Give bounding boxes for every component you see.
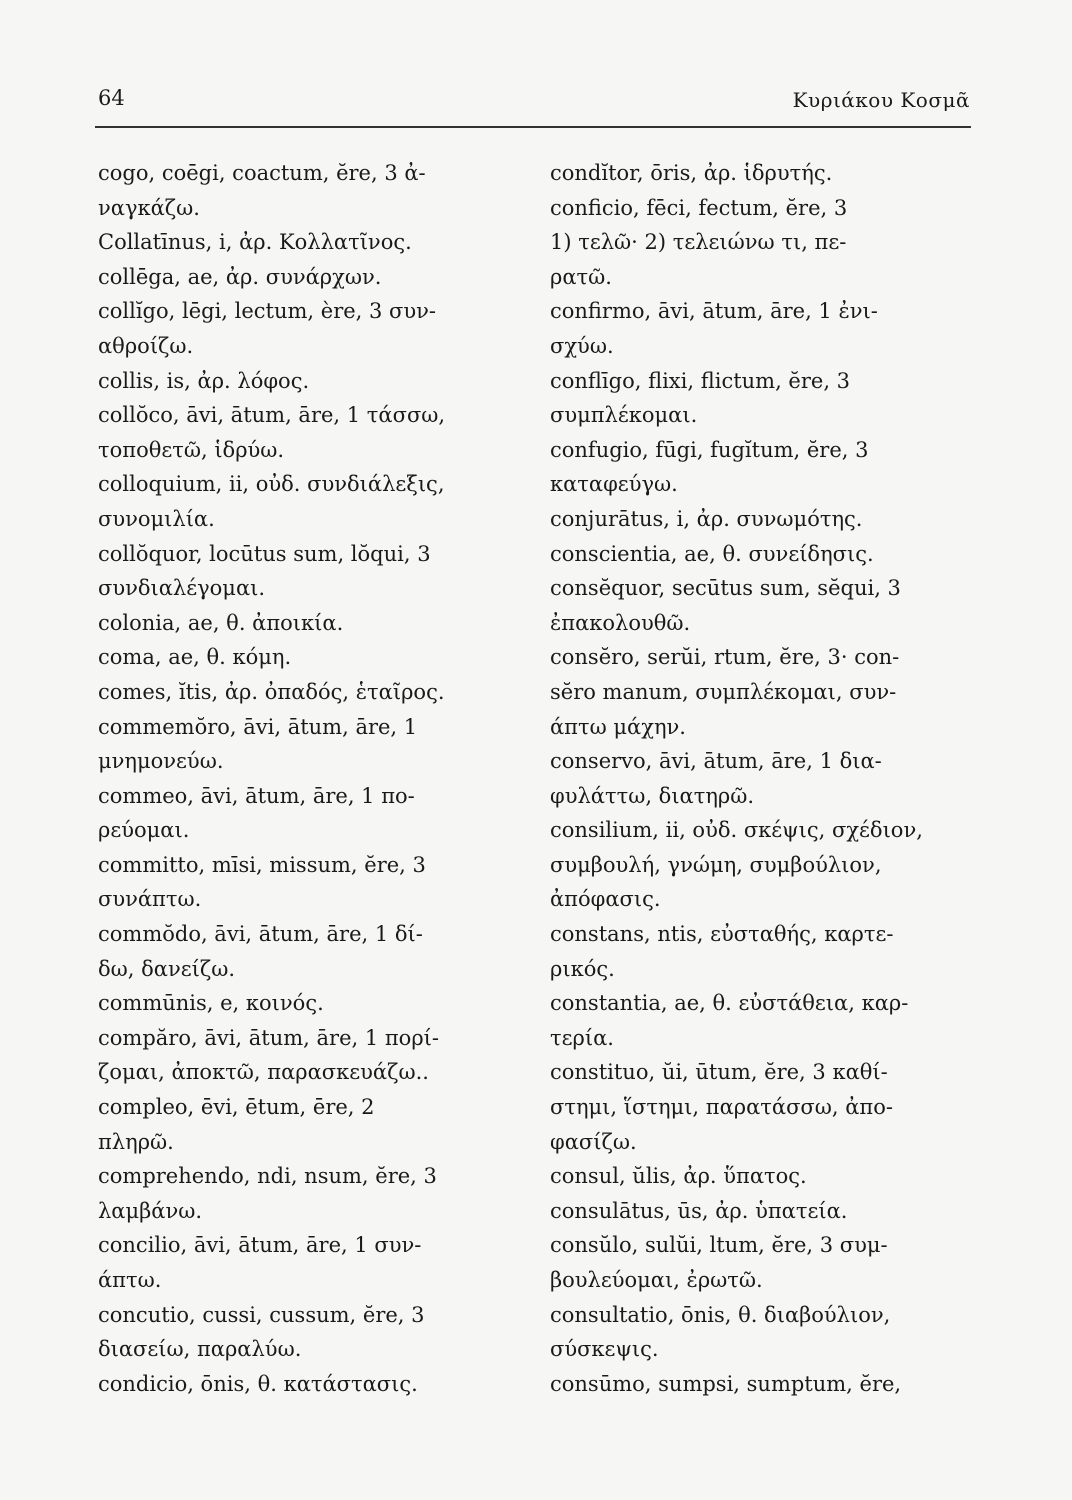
dictionary-line: collis, is, ἀρ. λόφος. <box>98 368 310 393</box>
dictionary-line: αθροίζω. <box>98 333 194 358</box>
dictionary-line: 1) τελῶ· 2) τελειώνω τι, πε- <box>550 230 847 255</box>
dictionary-line: consul, ŭlis, ἀρ. ὕπατος. <box>550 1164 807 1189</box>
dictionary-line: confirmo, āvi, ātum, āre, 1 ἐνι- <box>550 299 878 324</box>
dictionary-line: τερία. <box>550 1025 614 1050</box>
dictionary-line: δω, δανείζω. <box>98 956 236 981</box>
dictionary-line: ζομαι, ἀποκτῶ, παρασκευάζω.. <box>98 1060 429 1085</box>
dictionary-line: συμπλέκομαι. <box>550 403 698 428</box>
dictionary-line: καταφεύγω. <box>550 472 678 497</box>
dictionary-line: φυλάττω, διατηρῶ. <box>550 783 755 808</box>
dictionary-line: conscientia, ae, θ. συνείδησις. <box>550 541 874 566</box>
dictionary-line: commŏdo, āvi, ātum, āre, 1 δί- <box>98 922 423 947</box>
dictionary-line: consŭlo, sulŭi, ltum, ĕre, 3 συμ- <box>550 1233 888 1258</box>
dictionary-line: consulātus, ūs, ἀρ. ὑπατεία. <box>550 1198 848 1223</box>
dictionary-line: στημι, ἵστημι, παρατάσσω, ἀπο- <box>550 1095 893 1120</box>
dictionary-line: committo, mīsi, missum, ĕre, 3 <box>98 852 426 877</box>
dictionary-line: συνδιαλέγομαι. <box>98 576 266 601</box>
dictionary-line: συνομιλία. <box>98 506 215 531</box>
dictionary-line: commūnis, e, κοινός. <box>98 991 324 1016</box>
left-column <box>98 156 518 1401</box>
dictionary-line: colonia, ae, θ. ἀποικία. <box>98 610 344 635</box>
right-column <box>550 156 970 1401</box>
dictionary-line: conficio, fēci, fectum, ĕre, 3 <box>550 195 848 220</box>
dictionary-line: compăro, āvi, ātum, āre, 1 πορί- <box>98 1025 440 1050</box>
dictionary-line: διασείω, παραλύω. <box>98 1337 302 1362</box>
dictionary-line: cogo, coēgi, coactum, ĕre, 3 ἀ- <box>98 161 426 185</box>
dictionary-line: conjurātus, i, ἀρ. συνωμότης. <box>550 506 863 531</box>
dictionary-line: βουλεύομαι, ἐρωτῶ. <box>550 1268 763 1292</box>
dictionary-line: constantia, ae, θ. εὐστάθεια, καρ- <box>550 991 909 1016</box>
page-number: 64 <box>98 86 125 110</box>
dictionary-line: ρεύομαι. <box>98 818 190 843</box>
dictionary-line: collŏquor, locūtus sum, lŏqui, 3 <box>98 541 431 566</box>
dictionary-line: consilium, ii, οὐδ. σκέψις, σχέδιον, <box>550 818 923 843</box>
dictionary-line: colloquium, ii, οὐδ. συνδιάλεξις, <box>98 472 445 497</box>
dictionary-line: σχύω. <box>550 333 614 358</box>
dictionary-line: άπτω μάχην. <box>550 714 686 739</box>
dictionary-line: comprehendo, ndi, nsum, ĕre, 3 <box>98 1164 437 1189</box>
dictionary-line: consūmo, sumpsi, sumptum, ĕre, <box>550 1371 902 1396</box>
dictionary-line: collēga, ae, ἀρ. συνάρχων. <box>98 264 382 289</box>
dictionary-line: σύσκεψις. <box>550 1337 659 1362</box>
dictionary-line: constans, ntis, εὐσταθής, καρτε- <box>550 922 894 947</box>
dictionary-line: condicio, ōnis, θ. κατάστασις. <box>98 1371 418 1396</box>
dictionary-line: τοποθετῶ, ἱδρύω. <box>98 437 285 462</box>
dictionary-line: consultatio, ōnis, θ. διαβούλιον, <box>550 1302 891 1327</box>
dictionary-line: ναγκάζω. <box>98 195 200 220</box>
dictionary-line: commeo, āvi, ātum, āre, 1 πο- <box>98 783 415 808</box>
dictionary-line: μνημονεύω. <box>98 749 224 774</box>
dictionary-line: ρατῶ. <box>550 264 612 289</box>
dictionary-line: compleo, ēvi, ētum, ēre, 2 <box>98 1095 375 1120</box>
dictionary-line: consĕro, serŭi, rtum, ĕre, 3· con- <box>550 645 900 670</box>
dictionary-line: consĕquor, secūtus sum, sĕqui, 3 <box>550 576 901 601</box>
dictionary-line: collĭgo, lēgi, lectum, ère, 3 συν- <box>98 299 437 324</box>
dictionary-line: άπτω. <box>98 1268 162 1292</box>
dictionary-line: συνάπτω. <box>98 887 202 912</box>
running-head: Κυριάκου Κοσμᾶ <box>792 88 970 112</box>
dictionary-line: ἀπόφασις. <box>550 887 661 912</box>
dictionary-line: coma, ae, θ. κόμη. <box>98 645 292 670</box>
dictionary-line: concutio, cussi, cussum, ĕre, 3 <box>98 1302 425 1327</box>
dictionary-line: ρικός. <box>550 956 615 981</box>
dictionary-line: confugio, fūgi, fugĭtum, ĕre, 3 <box>550 437 869 462</box>
dictionary-line: conservo, āvi, ātum, āre, 1 δια- <box>550 749 882 774</box>
header-rule <box>95 126 971 128</box>
dictionary-line: conflīgo, flixi, flictum, ĕre, 3 <box>550 368 851 393</box>
dictionary-line: concilio, āvi, ātum, āre, 1 συν- <box>98 1233 422 1258</box>
dictionary-line: συμβουλή, γνώμη, συμβούλιον, <box>550 852 882 877</box>
dictionary-line: condĭtor, ōris, ἀρ. ἱδρυτής. <box>550 161 833 185</box>
dictionary-line: πληρῶ. <box>98 1129 174 1154</box>
dictionary-line: constituo, ŭi, ūtum, ĕre, 3 καθί- <box>550 1060 888 1085</box>
dictionary-line: Collatīnus, i, ἀρ. Κολλατῖνος. <box>98 230 412 255</box>
dictionary-line: φασίζω. <box>550 1129 637 1154</box>
dictionary-line: commemŏro, āvi, ātum, āre, 1 <box>98 714 418 739</box>
dictionary-line: λαμβάνω. <box>98 1198 203 1223</box>
dictionary-line: comes, ĭtis, ἀρ. ὀπαδός, ἑταῖρος. <box>98 679 445 704</box>
dictionary-line: ἐπακολουθῶ. <box>550 610 691 635</box>
dictionary-line: sĕro manum, συμπλέκομαι, συν- <box>550 679 897 704</box>
dictionary-line: collŏco, āvi, ātum, āre, 1 τάσσω, <box>98 403 446 428</box>
